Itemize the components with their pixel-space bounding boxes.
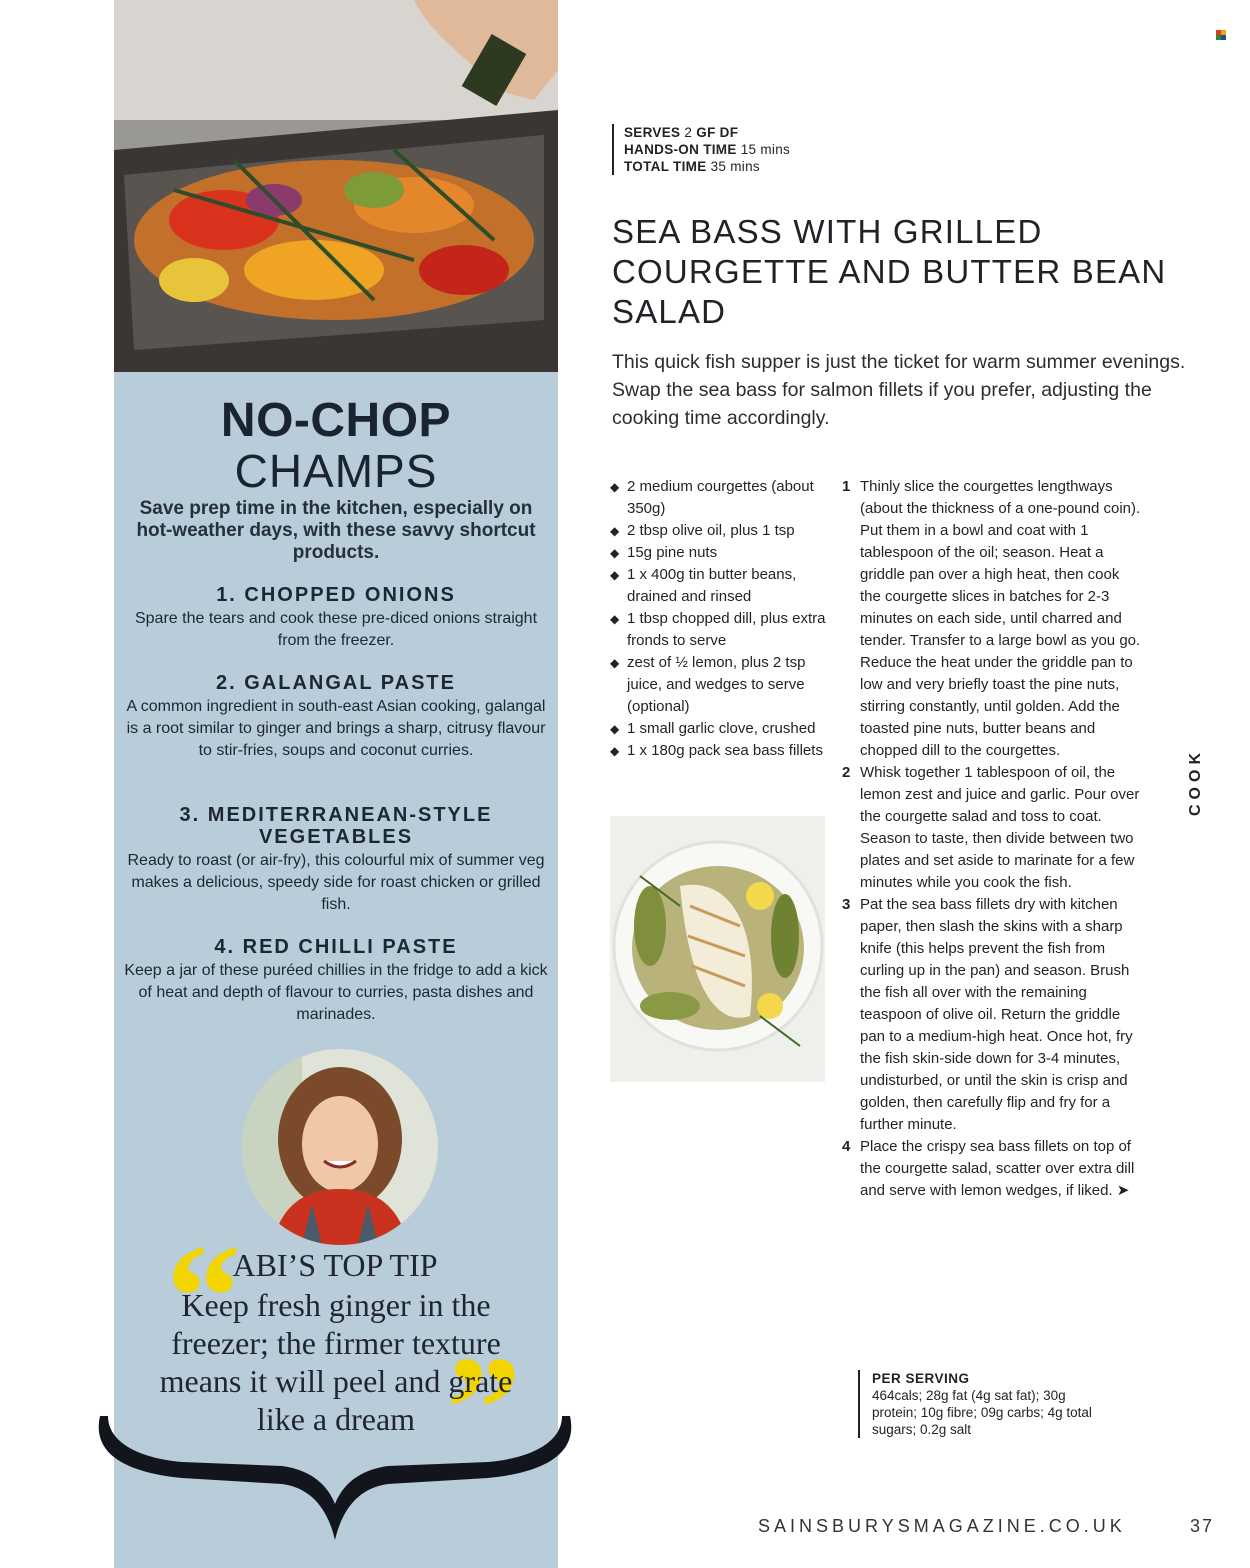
recipe-meta [612,124,790,175]
diet-badges: GF DF [696,125,739,140]
step-text: Whisk together 1 tablespoon of oil, the lemon zest and juice and garlic. Pour over the courgette salad and toss to coat. Season to taste, then divide between two plates and set aside to marinate for a few minutes while you cook the fish. [860,764,1140,891]
roast-vegetables-photo [114,0,558,372]
nutrition-text: 464cals; 28g fat (4g sat fat); 30g protein; 10g fibre; 09g carbs; 4g total sugars; 0.2g salt [872,1388,1092,1437]
brand-mark-icon [1216,30,1226,40]
nutrition-box [858,1370,1092,1438]
total-time-value: 35 mins [710,159,760,174]
method-step [842,1136,1142,1202]
ingredient-item: ◆ 2 tbsp olive oil, plus 1 tsp [610,520,840,542]
step-number: 2 [842,764,851,781]
sidebar-title-line1: NO-CHOP [220,394,452,447]
step-number: 3 [842,896,851,913]
cook-section-label: COOK [1187,748,1205,816]
tip-heading: 4. RED CHILLI PASTE [214,936,458,958]
method-steps [842,476,1142,1202]
ingredients-list [610,476,840,762]
tip-heading: 1. CHOPPED ONIONS [216,584,456,606]
ingredient-item: ◆ 1 small garlic clove, crushed [610,718,840,740]
serves-label: SERVES [624,125,681,140]
hands-on-label: HANDS-ON TIME [624,142,737,157]
footer-website[interactable]: SAINSBURYSMAGAZINE.CO.UK [758,1516,1126,1536]
tip-body: Spare the tears and cook these pre-diced onions straight from the freezer. [134,610,538,649]
nutrition-heading: PER SERVING [872,1371,970,1386]
open-quote-mark: “ [166,1214,241,1380]
ingredient-item: ◆ 1 x 400g tin butter beans, drained and rinsed [610,564,840,608]
top-tip-text: Keep fresh ginger in the freezer; the firmer texture means it will peel and grate like a dream [159,1287,513,1437]
step-number: 1 [842,478,851,495]
tip-heading: 3. MEDITERRANEAN-STYLE VEGETABLES [179,804,493,848]
recipe-title: SEA BASS WITH GRILLED COURGETTE AND BUTTER BEAN SALAD [612,213,1167,330]
sidebar-title [114,396,558,496]
recipe-standfirst: This quick fish supper is just the ticket for warm summer evenings. Swap the sea bass for salmon fillets if you prefer, adjusting the cooking time accordingly. [612,351,1186,429]
method-step [842,762,1142,894]
step-number: 4 [842,1138,851,1155]
step-text: Pat the sea bass fillets dry with kitchen paper, then slash the skins with a sharp knife (this helps prevent the fish from curling up in the pan) and season. Brush the fish all over with the remaining teaspoon of olive oil. Return the griddle pan to a medium-high heat. Once hot, fry the fish skin-side down for 3-4 minutes, undisturbed, or until the skin is crisp and golden, then carefully flip and fry for a further minute. [860,896,1133,1133]
step-text: Thinly slice the courgettes lengthways (about the thickness of a one-pound coin). Put them in a bowl and coat with 1 tablespoon of the oil; season. Heat a griddle pan over a high heat, then cook the courgette slices in batches for 2-3 minutes on each side, until charred and tender. Transfer to a large bowl as you go. Reduce the heat under the griddle pan to low and very briefly toast the pine nuts, stirring constantly, until golden. Add the toasted pine nuts, butter beans and chopped dill to the courgettes. [860,478,1141,759]
tip-heading: 2. GALANGAL PASTE [216,672,456,694]
method-step [842,476,1142,762]
close-quote-mark: ” [446,1326,521,1492]
curly-bracket-divider [92,1412,578,1542]
sidebar-title-line2: CHAMPS [234,445,438,497]
page-number: 37 [1190,1516,1215,1536]
author-portrait [242,1049,438,1245]
total-time-label: TOTAL TIME [624,159,707,174]
section-label-vertical [1181,742,1211,822]
ingredient-item: ◆ zest of ½ lemon, plus 2 tsp juice, and wedges to serve (optional) [610,652,840,718]
top-tip-title: ABI’S TOP TIP [232,1247,438,1283]
tip-body: A common ingredient in south-east Asian cooking, galangal is a root similar to ginger and brings a sharp, citrusy flavour to stir-fries, soups and coconut curries. [126,698,546,759]
sea-bass-dish-photo [610,816,825,1082]
ingredient-item: ◆ 15g pine nuts [610,542,840,564]
ingredient-item: ◆ 1 tbsp chopped dill, plus extra fronds to serve [610,608,840,652]
tip-body: Keep a jar of these puréed chillies in the fridge to add a kick of heat and depth of flavour to curries, pasta dishes and marinades. [124,962,548,1023]
hands-on-value: 15 mins [740,142,791,157]
method-step [842,894,1142,1136]
tip-body: Ready to roast (or air-fry), this colourful mix of summer veg makes a delicious, speedy side for roast chicken or grilled fish. [127,852,545,913]
ingredient-item: ◆ 2 medium courgettes (about 350g) [610,476,840,520]
serves-value: 2 [684,125,693,140]
sidebar-intro: Save prep time in the kitchen, especially on hot-weather days, with these savvy shortcut products. [136,498,536,563]
step-text: Place the crispy sea bass fillets on top of the courgette salad, scatter over extra dill and serve with lemon wedges, if liked. ➤ [860,1138,1135,1199]
ingredient-item: ◆ 1 x 180g pack sea bass fillets [610,740,840,762]
